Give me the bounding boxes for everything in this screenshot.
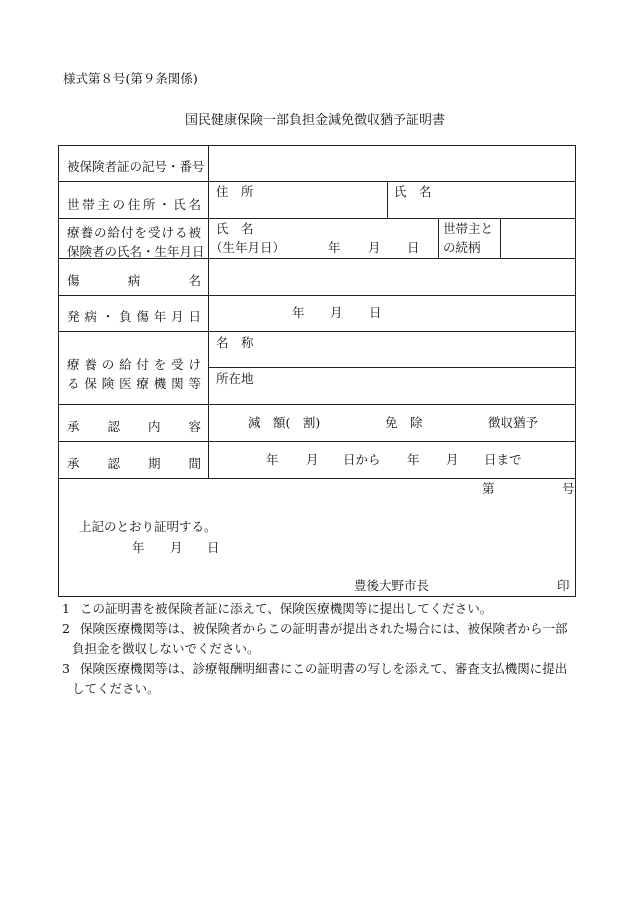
period-end-day: 日まで (484, 452, 522, 467)
householder-name-label: 氏 名 (394, 184, 432, 199)
note-3 (62, 659, 582, 679)
period-end-year: 年 (407, 452, 420, 467)
institution-name-label: 名 称 (216, 335, 254, 350)
period-start-year: 年 (266, 452, 279, 467)
note-3-continuation: してください。 (72, 681, 160, 696)
onset-date-label: 発病・負傷年月日 (67, 309, 201, 324)
approval-content-label: 承認内容 (67, 419, 201, 434)
period-start-month: 月 (306, 452, 319, 467)
note-number: 3 (62, 661, 70, 676)
column-divider (387, 181, 388, 218)
certificate-number-suffix: 号 (562, 481, 575, 496)
medical-institution-label-line1: 療養の給付を受け (67, 357, 201, 372)
row-divider (208, 367, 576, 368)
insurance-card-number-field[interactable] (209, 146, 575, 181)
note-number: 2 (62, 621, 70, 636)
patient-name-label: 氏 名 (216, 221, 254, 236)
row-divider (58, 295, 576, 296)
note-number: 1 (62, 601, 70, 616)
insurance-card-number-label: 被保険者証の記号・番号 (67, 159, 205, 174)
note-text: この証明書を被保険者証に添えて、保険医療機関等に提出してください。 (80, 601, 493, 616)
certification-statement: 上記のとおり証明する。 (79, 519, 217, 534)
period-start-day: 日から (343, 452, 381, 467)
issuer-name: 豊後大野市長 (354, 578, 430, 593)
note-text: 保険医療機関等は、被保険者からこの証明書が提出された場合には、被保険者から一部 (80, 621, 568, 636)
householder-label: 世帯主の住所・氏名 (67, 197, 201, 212)
reduction-option: 減 額( 割) (248, 415, 321, 430)
column-divider (438, 218, 439, 258)
row-divider (58, 331, 576, 332)
certification-month: 月 (170, 540, 183, 555)
patient-label-line1: 療養の給付を受ける被 (67, 225, 201, 240)
patient-label-line2: 保険者の氏名・生年月日 (67, 244, 205, 259)
medical-institution-label-line2: る保険医療機関等 (67, 376, 201, 391)
certificate-number-prefix: 第 (482, 481, 495, 496)
form-title: 国民健康保険一部負担金減免徴収猶予証明書 (184, 113, 445, 128)
exemption-option: 免 除 (385, 415, 423, 430)
relation-label-line1: 世帯主と (443, 221, 494, 236)
row-divider (58, 404, 576, 405)
row-divider (58, 181, 576, 182)
row-divider (58, 218, 576, 219)
note-text: 保険医療機関等は、診療報酬明細書にこの証明書の写しを添えて、審査支払機関に提出 (80, 661, 568, 676)
deferral-option: 徴収猶予 (488, 415, 539, 430)
row-divider (58, 441, 576, 442)
column-divider (500, 218, 501, 258)
onset-year: 年 (292, 305, 305, 320)
row-divider (58, 478, 576, 479)
note-2-continuation: 負担金を徴収しないでください。 (72, 641, 260, 656)
patient-birth-month: 月 (368, 240, 381, 255)
seal-mark: 印 (557, 578, 570, 593)
certification-year: 年 (132, 540, 145, 555)
relation-label-line2: の続柄 (443, 240, 481, 255)
patient-birth-label: （生年月日） (210, 240, 286, 255)
period-end-month: 月 (446, 452, 459, 467)
form-number: 様式第８号(第９条関係) (63, 71, 198, 86)
note-1 (62, 599, 582, 619)
patient-birth-day: 日 (407, 240, 420, 255)
column-divider (208, 145, 209, 478)
note-2 (62, 619, 582, 639)
disease-name-label: 傷病名 (67, 273, 201, 288)
approval-period-label: 承認期間 (67, 456, 201, 471)
notes (62, 599, 582, 699)
onset-day: 日 (369, 305, 382, 320)
patient-birth-year: 年 (328, 240, 341, 255)
institution-address-label: 所在地 (216, 371, 254, 386)
certification-day: 日 (207, 540, 220, 555)
householder-address-label: 住 所 (216, 184, 254, 199)
onset-month: 月 (330, 305, 343, 320)
